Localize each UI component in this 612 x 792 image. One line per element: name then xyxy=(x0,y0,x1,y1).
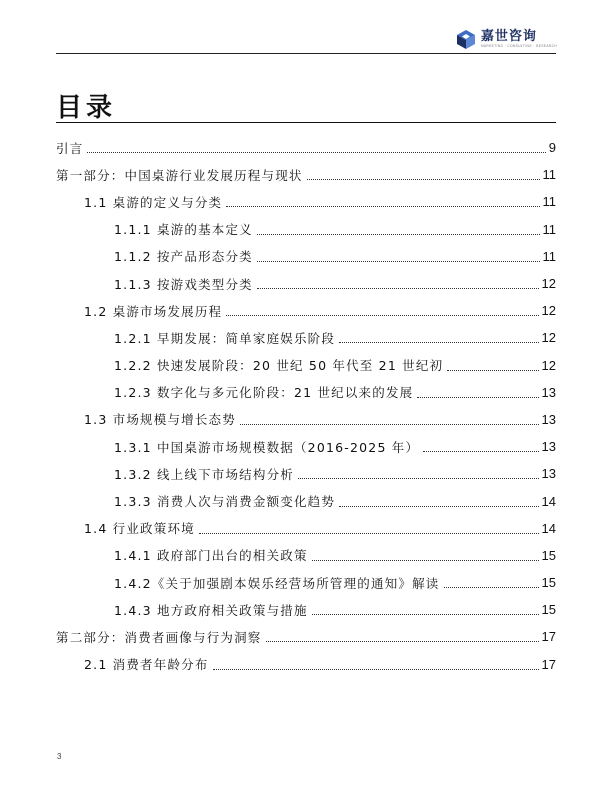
toc-entry-1-3-2[interactable] xyxy=(56,460,556,487)
toc-entry-label: 1.1.2 按产品形态分类 xyxy=(114,249,253,265)
toc-entry-part-1[interactable] xyxy=(56,161,556,188)
toc-entry-label: 1.1.1 桌游的基本定义 xyxy=(114,222,253,238)
toc-entry-label: 1.2.1 早期发展：简单家庭娱乐阶段 xyxy=(114,330,336,346)
toc-entry-page: 17 xyxy=(541,656,556,672)
dot-leader xyxy=(257,234,540,235)
toc-entry-label: 1.2 桌游市场发展历程 xyxy=(84,303,223,319)
dot-leader xyxy=(298,478,539,479)
toc-entry-label: 1.1.3 按游戏类型分类 xyxy=(114,276,253,292)
toc-entry-label: 1.4.3 地方政府相关政策与措施 xyxy=(114,602,308,618)
dot-leader xyxy=(339,342,538,343)
toc-entry-1-4-1[interactable] xyxy=(56,542,556,569)
dot-leader xyxy=(339,506,538,507)
logo-text: 嘉世咨询 xyxy=(480,28,537,44)
toc-entry-page: 14 xyxy=(541,520,556,536)
toc-entry-page: 14 xyxy=(541,493,556,509)
toc-entry-1-4-3[interactable] xyxy=(56,596,556,623)
toc-entry-intro[interactable] xyxy=(56,134,556,161)
dot-leader xyxy=(226,206,539,207)
toc-entry-page: 15 xyxy=(541,575,556,591)
toc-entry-page: 12 xyxy=(541,330,556,346)
toc-entry-label: 1.4.2《关于加强剧本娱乐经营场所管理的通知》解读 xyxy=(114,575,440,591)
toc-entry-1-1-3[interactable] xyxy=(56,270,556,297)
dot-leader xyxy=(266,641,539,642)
toc-entry-page: 12 xyxy=(541,303,556,319)
toc-entry-1-4-2[interactable] xyxy=(56,569,556,596)
toc-entry-1-1-1[interactable] xyxy=(56,216,556,243)
dot-leader xyxy=(199,533,539,534)
toc-entry-page: 12 xyxy=(541,357,556,373)
toc-entry-page: 13 xyxy=(541,466,556,482)
toc-entry-page: 11 xyxy=(542,248,556,264)
toc-entry-page: 9 xyxy=(548,140,556,156)
toc-entry-label: 1.1 桌游的定义与分类 xyxy=(84,194,223,210)
toc-entry-label: 第二部分：消费者画像与行为洞察 xyxy=(56,629,262,645)
header-divider xyxy=(56,53,556,54)
dot-leader xyxy=(213,669,539,670)
toc-entry-page: 11 xyxy=(542,221,556,237)
toc-entry-page: 15 xyxy=(541,602,556,618)
toc-entry-1-2-3[interactable] xyxy=(56,379,556,406)
dot-leader xyxy=(417,397,538,398)
toc-entry-label: 第一部分：中国桌游行业发展历程与现状 xyxy=(56,167,303,183)
toc-entry-page: 12 xyxy=(541,276,556,292)
toc-entry-1-4[interactable] xyxy=(56,515,556,542)
toc-entry-label: 1.4 行业政策环境 xyxy=(84,521,195,537)
title-divider xyxy=(56,122,556,123)
toc-entry-label: 1.2.2 快速发展阶段：20 世纪 50 年代至 21 世纪初 xyxy=(114,358,444,374)
toc-entry-label: 1.4.1 政府部门出台的相关政策 xyxy=(114,548,308,564)
page-number: 3 xyxy=(57,752,62,761)
toc-entry-label: 1.3.2 线上线下市场结构分析 xyxy=(114,466,294,482)
table-of-contents xyxy=(56,134,556,678)
toc-entry-1-3-3[interactable] xyxy=(56,487,556,514)
dot-leader xyxy=(307,179,540,180)
cube-logo-icon xyxy=(455,28,477,50)
toc-entry-page: 11 xyxy=(542,167,556,183)
toc-entry-page: 13 xyxy=(541,384,556,400)
toc-entry-page: 15 xyxy=(541,547,556,563)
toc-entry-1-2-2[interactable] xyxy=(56,352,556,379)
toc-entry-1-1[interactable] xyxy=(56,188,556,215)
dot-leader xyxy=(226,315,538,316)
toc-entry-1-1-2[interactable] xyxy=(56,243,556,270)
dot-leader xyxy=(423,451,538,452)
toc-entry-page: 11 xyxy=(542,194,556,210)
toc-entry-label: 引言 xyxy=(56,140,84,156)
toc-entry-1-3-1[interactable] xyxy=(56,433,556,460)
toc-entry-part-2[interactable] xyxy=(56,623,556,650)
dot-leader xyxy=(312,560,539,561)
toc-entry-page: 13 xyxy=(541,411,556,427)
toc-entry-page: 13 xyxy=(541,439,556,455)
dot-leader xyxy=(312,614,539,615)
header-logo xyxy=(455,27,557,51)
toc-entry-label: 1.2.3 数字化与多元化阶段：21 世纪以来的发展 xyxy=(114,385,414,401)
toc-entry-1-3[interactable] xyxy=(56,406,556,433)
toc-entry-label: 2.1 消费者年龄分布 xyxy=(84,657,209,673)
toc-entry-label: 1.3.3 消费人次与消费金额变化趋势 xyxy=(114,494,336,510)
page-title: 目录 xyxy=(56,93,117,124)
dot-leader xyxy=(257,288,539,289)
toc-entry-1-2-1[interactable] xyxy=(56,324,556,351)
toc-entry-label: 1.3.1 中国桌游市场规模数据（2016-2025 年） xyxy=(114,439,420,455)
toc-entry-label: 1.3 市场规模与增长态势 xyxy=(84,412,236,428)
toc-entry-2-1[interactable] xyxy=(56,651,556,678)
toc-entry-page: 17 xyxy=(541,629,556,645)
logo-text-group xyxy=(481,30,557,49)
dot-leader xyxy=(447,370,538,371)
dot-leader xyxy=(444,587,539,588)
logo-subtitle: MARKETING · CONSULTING · RESEARCH xyxy=(480,43,557,48)
toc-entry-1-2[interactable] xyxy=(56,297,556,324)
dot-leader xyxy=(240,424,539,425)
dot-leader xyxy=(87,152,545,153)
dot-leader xyxy=(257,261,540,262)
